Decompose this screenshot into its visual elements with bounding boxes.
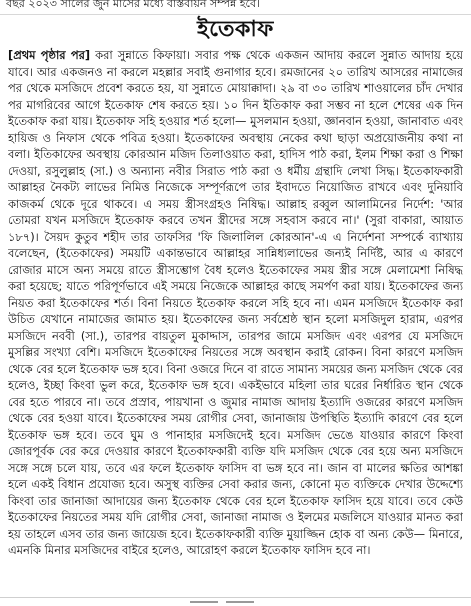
page-footer-divider xyxy=(0,597,471,606)
footer-dash xyxy=(226,601,254,603)
article-body xyxy=(8,47,463,594)
previous-article-strip xyxy=(0,0,471,15)
article-text: করা সুন্নাতে কিফায়া। সবার পক্ষ থেকে একজন আদায় করলে সুন্নাত আদায় হয়ে যাবে। আর একজনও না করলে মহল্লার সবাই গুনাগার হবে। রমজানের ২০ তারিখ আসরের নামাজের পর থেকে মসজিদে প্রবেশ করতে হয়, যা সুন্নাতে মোয়াক্কাদা। ২৯ বা ৩০ তারিখ শাওয়ালের চাঁদ দেখার পর মাগরিবের আগে ইতেকাফ শেষ করতে হয়। ১০ দিন ইতিকাফ করা সম্ভব না হলে শেষের এক দিন ইতেকাফ করা যায়। ইতেকাফ সহি হওয়ার শর্ত হলো— মুসলমান হওয়া, জ্ঞানবান হওয়া, জানাবাত এবং হায়িজ ও নিফাস থেকে পবিত্র হওয়া। ইতেকাফের অবস্থায় নেকের কথা ছাড়া অপ্রয়োজনীয় কথা না বলা। ইতিকাফের অবস্থায় কোরআন মজিদ তিলাওয়াত করা, হাদিস পাঠ করা, ইলম শিক্ষা করা ও শিক্ষা দেওয়া, রসুলুল্লাহ (সা.) ও অন্যান্য নবীর সিরাত পাঠ করা ও ধর্মীয় গ্রন্থাদি লেখা সিদ্ধ। ইতেকাফকারী আল্লাহর নৈকট্য লাভের নিমিত্ত নিজেকে সম্পূর্ণরূপে তার ইবাদতে নিয়োজিত রাখবে এবং দুনিয়াবি কাজকর্ম থেকে দূরে থাকবে। এ সময় স্ত্রীসংগ্রহও নিষিদ্ধ। আল্লাহ রব্বুল আলামিনের নির্দেশ: 'আর তোমরা যখন মসজিদে ইতেকাফ করবে তখন স্ত্রীদের সঙ্গে সহবাস করবে না।' (সুরা বাকারা, আয়াত ১৮৭)। সৈয়দ কুতুব শহীদ তার তাফসির 'ফি জিলালিল কোরআন'-এ এ নির্দেশনা সম্পর্কে ব্যাখ্যায় বলেছেন, (ইতেকাফের) সময়টি একান্তভাবে আল্লাহর সান্নিধ্যলাভের জন্যই নির্দিষ্ট, আর এ কারণে রোজার মাসে অন্য সময়ে রাতে স্ত্রীসম্ভোগ বৈধ হলেও ইতেকাফের সময় স্ত্রীর সঙ্গে মেলামেশা নিষিদ্ধ করা হয়েছে; যাতে পরিপূর্ণভাবে এই সময়ে নিজেকে আল্লাহর কাছে সমর্পণ করা যায়। ইতেকাফের জন্য নিয়ত করা ইতেকাফের শর্ত। বিনা নিয়তে ইতেকাফ করলে সহি হবে না। এমন মসজিদে ইতেকাফ করা উচিত যেখানে নামাজের জামাত হয়। ইতেকাফের জন্য সর্বশ্রেষ্ঠ স্থান হলো মসজিদুল হারাম, এরপর মসজিদে নববী (সা.), তারপর বায়তুল মুকাদ্দাস, তারপর জামে মসজিদ এবং এরপর যে মসজিদে মুসল্লির সংখ্যা বেশি। মসজিদে ইতেকাফের নিয়তের সঙ্গে অবস্থান করাই রোকন। বিনা কারণে মসজিদ থেকে বের হলে ইতেকাফ ভঙ্গ হবে। বিনা ওজরে দিনে বা রাতে সামান্য সময়ের জন্য মসজিদ থেকে বের হলেও, ইচ্ছা কিংবা ভুল করে, ইতেকাফ ভঙ্গ হবে। একইভাবে মহিলা তার ঘরের নির্ধারিত স্থান থেকে বের হতে পারবে না। তবে প্রস্রাব, পায়খানা ও জুমার নামাজ আদায় ইত্যাদি ওজরের কারণে মসজিদ থেকে বের হওয়া যাবে। ইতেকাফের সময় রোগীর সেবা, জানাজায় উপস্থিতি ইত্যাদি কারণে বের হলে ইতেকাফ ভঙ্গ হবে। তবে ঘুম ও পানাহার মসজিদেই হবে। মসজিদ ভেঙে যাওয়ার কারণে কিংবা জোরপূর্বক বের করে দেওয়ার কারণে ইতেকাফকারী ব্যক্তি যদি মসজিদ থেকে বের হয়ে অন্য মসজিদে সঙ্গে সঙ্গে চলে যায়, তবে এর ফলে ইতেকাফ ফাসিদ বা ভঙ্গ হবে না। জান বা মালের ক্ষতির আশঙ্কা হলে একই বিধান প্রযোজ্য হবে। অসুস্থ ব্যক্তির সেবা করার জন্য, কোনো মৃত ব্যক্তিকে দেখার উদ্দেশ্যে কিংবা তার জানাজা আদায়ের জন্য ইতেকাফ থেকে বের হলে ইতেকাফ ফাসিদ হয়ে যাবে। তবে কেউ ইতেকাফের নিয়তের সময় যদি রোগীর সেবা, জানাজা নামাজ ও ইলমের মজলিসে যাওয়ার মানত করা হয় তাহলে এসব তার জন্য জায়েজ হবে। ইতেকাফকারী ব্যক্তি মুয়াজ্জিন হোক বা অন্য কেউ— মিনারে, এমনকি মিনার মসজিদের বাইরে হলেও, আরোহণ করলে ইতেকাফ ফাসিদ হবে না। xyxy=(8,48,463,557)
previous-article-text: বছর ২০২৩ সালের জুন মাসের মধ্যে বাস্তবায়ন সম্পন্ন হবে। xyxy=(6,0,260,10)
continued-from-marker: [প্রথম পৃষ্ঠার পর] xyxy=(8,48,91,62)
article-title: ইতেকাফ xyxy=(197,17,274,42)
footer-dash xyxy=(190,601,218,603)
